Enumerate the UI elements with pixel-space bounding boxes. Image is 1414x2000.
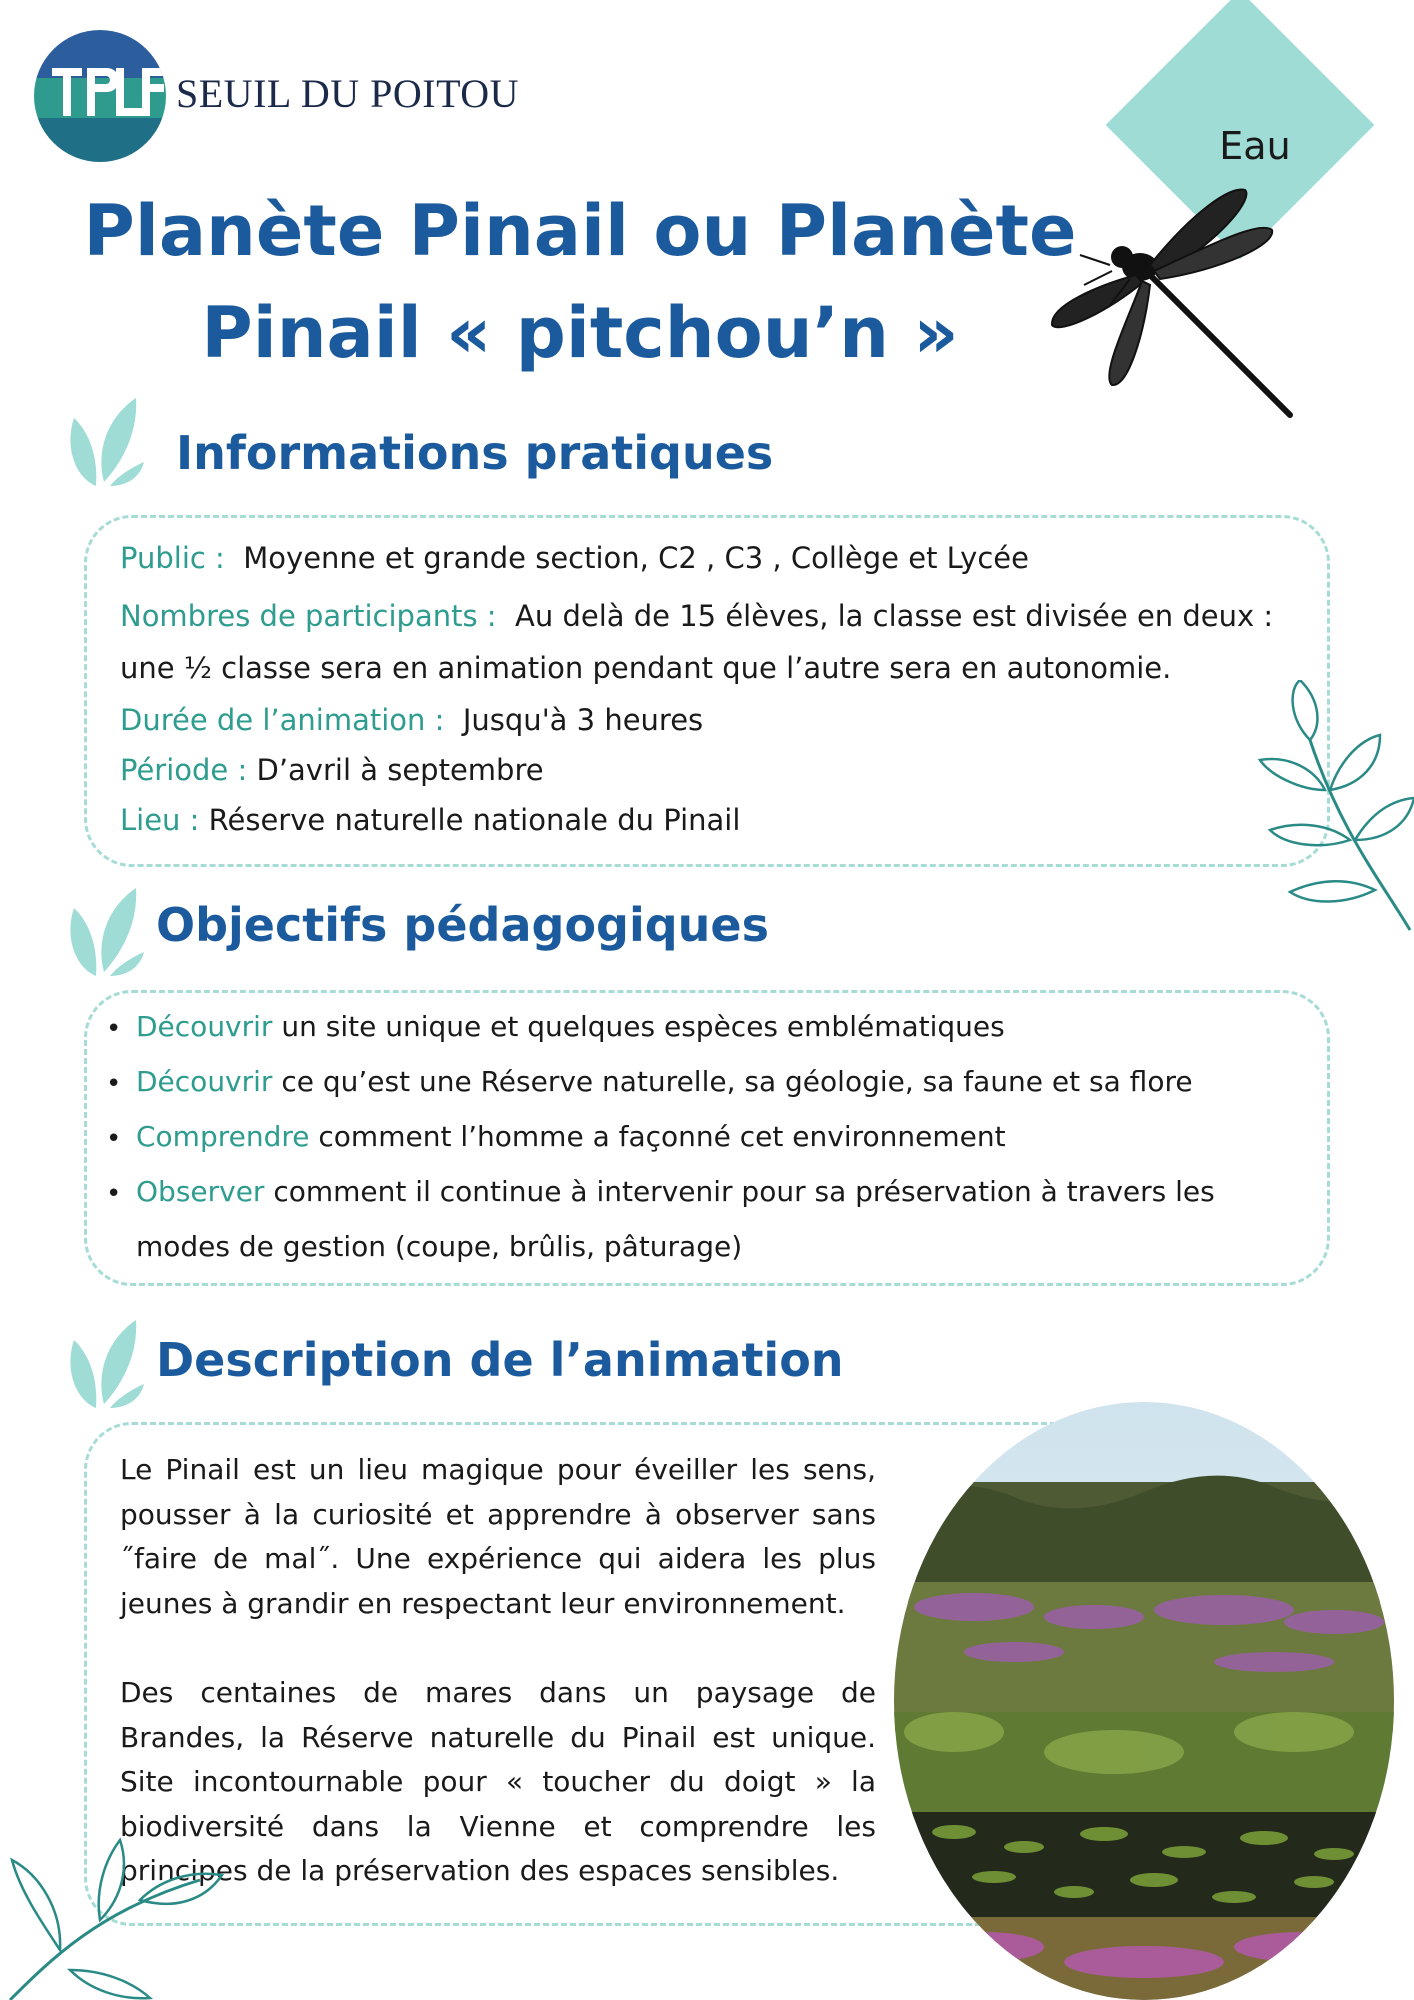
objective-continuation: modes de gestion (coupe, brûlis, pâturage) [136, 1230, 743, 1263]
duration-row [120, 700, 703, 740]
page-title-line-1: Planète Pinail ou Planète [83, 190, 1077, 272]
objective-verb: Observer [136, 1175, 265, 1208]
objective-text: un site unique et quelques espèces emblématiques [281, 1010, 1005, 1043]
description-section-title: Description de l’animation [156, 1333, 844, 1387]
period-label: Période : [120, 753, 248, 787]
objective-verb: Découvrir [136, 1010, 273, 1043]
leaf-branch-illustration [1230, 680, 1414, 940]
page-title-line-2: Pinail « pitchou’n » [201, 292, 959, 374]
public-value: Moyenne et grande section, C2 , C3 , Collège et Lycée [243, 541, 1029, 575]
period-row [120, 750, 544, 790]
objective-text: comment il continue à intervenir pour sa préservation à travers les [273, 1175, 1215, 1208]
description-paragraph-2: Des centaines de mares dans un paysage de Brandes, la Réserve naturelle du Pinail est unique. Site incontournable pour « toucher du doigt » la biodiversité dans la Vienne et comprendre les principes de la préservation des espaces sensibles. [120, 1676, 876, 1888]
objective-item [136, 1065, 1193, 1098]
page-title [80, 180, 1080, 384]
category-label: Eau [1219, 124, 1291, 168]
seuil-du-poitou-logo [32, 28, 168, 164]
place-row [120, 800, 740, 840]
bullet-icon: • [106, 1179, 122, 1209]
place-value: Réserve naturelle nationale du Pinail [208, 803, 741, 837]
objectives-section-title: Objectifs pédagogiques [156, 898, 770, 952]
objective-item [136, 1010, 1005, 1043]
public-label: Public : [120, 541, 225, 575]
participants-row [120, 596, 1273, 636]
duration-value: Jusqu'à 3 heures [462, 703, 704, 737]
participants-value: Au delà de 15 élèves, la classe est divisée en deux : [515, 599, 1274, 633]
brand-name: SEUIL DU POITOU [176, 71, 520, 116]
duration-label: Durée de l’animation : [120, 703, 445, 737]
pinail-landscape-photo [894, 1402, 1394, 2000]
participants-label: Nombres de participants : [120, 599, 497, 633]
bullet-icon: • [106, 1069, 122, 1099]
period-value: D’avril à septembre [256, 753, 544, 787]
bullet-icon: • [106, 1124, 122, 1154]
bullet-icon: • [106, 1014, 122, 1044]
leaf-branch-illustration [0, 1820, 230, 2000]
info-section-title: Informations pratiques [176, 426, 774, 480]
objective-item [136, 1175, 1215, 1208]
place-label: Lieu : [120, 803, 200, 837]
description-paragraph-1: Le Pinail est un lieu magique pour éveiller les sens, pousser à la curiosité et apprendre à observer sans ˝faire de mal˝. Une expérience qui aidera les plus jeunes à grandir en respectant leur environnement. [120, 1453, 876, 1620]
leaf-icon [66, 888, 146, 978]
participants-value-continued: une ½ classe sera en animation pendant que l’autre sera en autonomie. [120, 651, 1172, 685]
objective-item [136, 1120, 1006, 1153]
objective-text: comment l’homme a façonné cet environnement [318, 1120, 1006, 1153]
objective-text: ce qu’est une Réserve naturelle, sa géologie, sa faune et sa flore [281, 1065, 1193, 1098]
public-row [120, 538, 1029, 578]
objective-verb: Comprendre [136, 1120, 310, 1153]
leaf-icon [66, 1320, 146, 1410]
leaf-icon [66, 398, 146, 488]
objective-verb: Découvrir [136, 1065, 273, 1098]
